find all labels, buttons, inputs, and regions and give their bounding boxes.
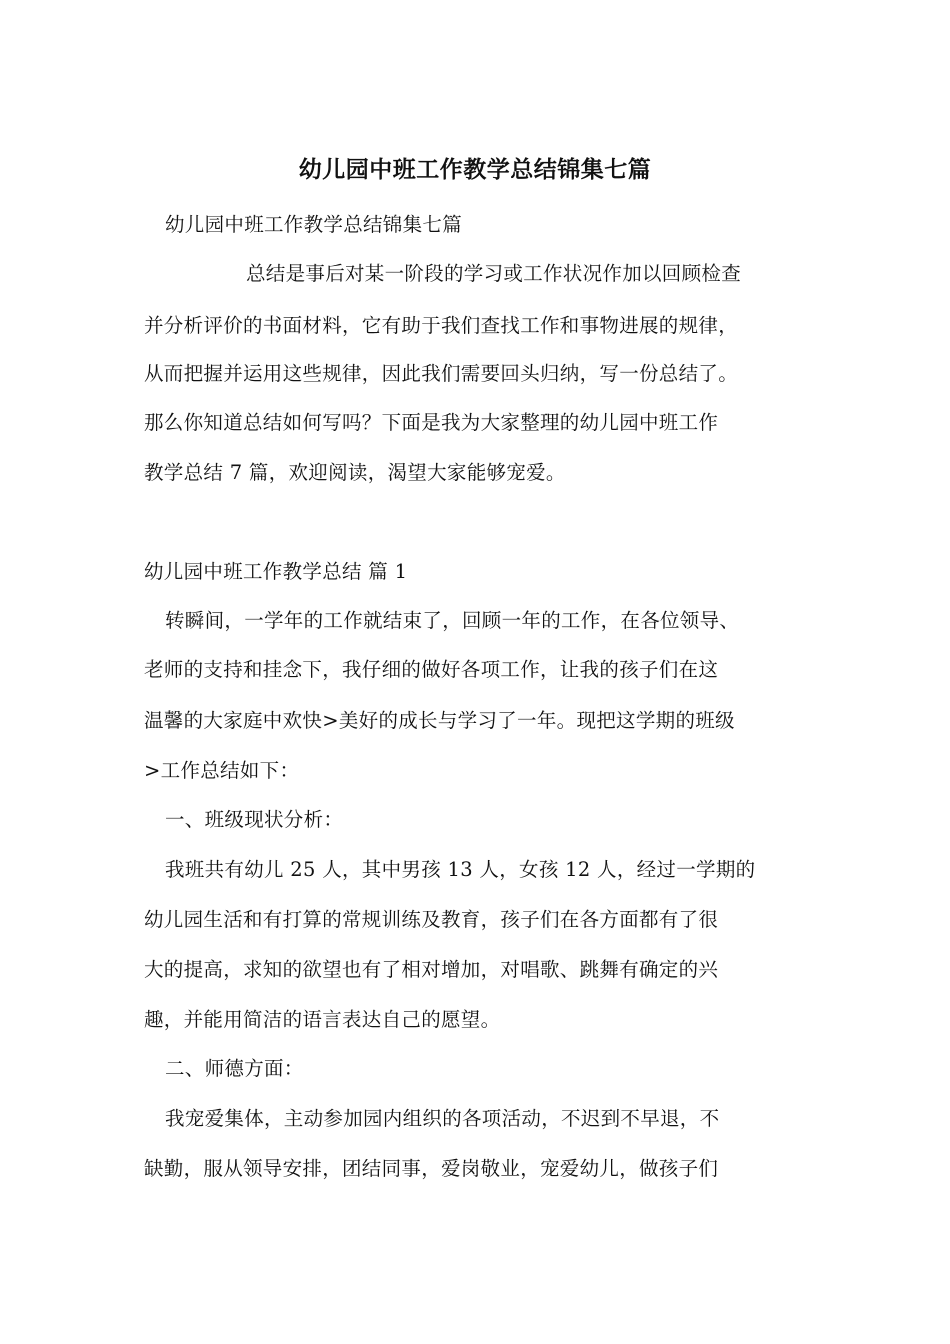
intro-line: 那么你知道总结如何写吗？下面是我为大家整理的幼儿园中班工作 [144,411,719,434]
paragraph-line: >工作总结如下： [144,759,300,782]
subsection-heading: 一、班级现状分析： [165,808,344,831]
subsection-heading: 二、师德方面： [165,1057,304,1080]
paragraph-line: 老师的支持和挂念下，我仔细的做好各项工作，让我的孩子们在这 [144,658,719,681]
paragraph-line: 我宠爱集体，主动参加园内组织的各项活动，不迟到不早退，不 [165,1107,720,1130]
paragraph-line: 大的提高，求知的欲望也有了相对增加，对唱歌、跳舞有确定的兴 [144,958,719,981]
intro-line: 总结是事后对某一阶段的学习或工作状况作加以回顾检查 [246,262,742,285]
paragraph-line: 转瞬间，一学年的工作就结束了，回顾一年的工作，在各位领导、 [165,609,740,632]
paragraph-line: 我班共有幼儿 25 人，其中男孩 13 人，女孩 12 人，经过一学期的 [165,858,756,881]
paragraph-line: 幼儿园生活和有打算的常规训练及教育，孩子们在各方面都有了很 [144,908,719,931]
section-heading: 幼儿园中班工作教学总结 篇 1 [144,560,408,583]
document-title: 幼儿园中班工作教学总结锦集七篇 [298,157,652,183]
paragraph-line: 温馨的大家庭中欢快>美好的成长与学习了一年。现把这学期的班级 [144,709,735,732]
document-subtitle: 幼儿园中班工作教学总结锦集七篇 [165,213,463,236]
intro-line: 并分析评价的书面材料，它有助于我们查找工作和事物进展的规律， [144,314,739,337]
intro-line: 从而把握并运用这些规律，因此我们需要回头归纳，写一份总结了。 [144,362,739,385]
intro-line: 教学总结 7 篇，欢迎阅读，渴望大家能够宠爱。 [144,461,566,484]
paragraph-line: 缺勤，服从领导安排，团结同事，爱岗敬业，宠爱幼儿，做孩子们 [144,1157,719,1180]
paragraph-line: 趣，并能用简洁的语言表达自己的愿望。 [144,1008,501,1031]
